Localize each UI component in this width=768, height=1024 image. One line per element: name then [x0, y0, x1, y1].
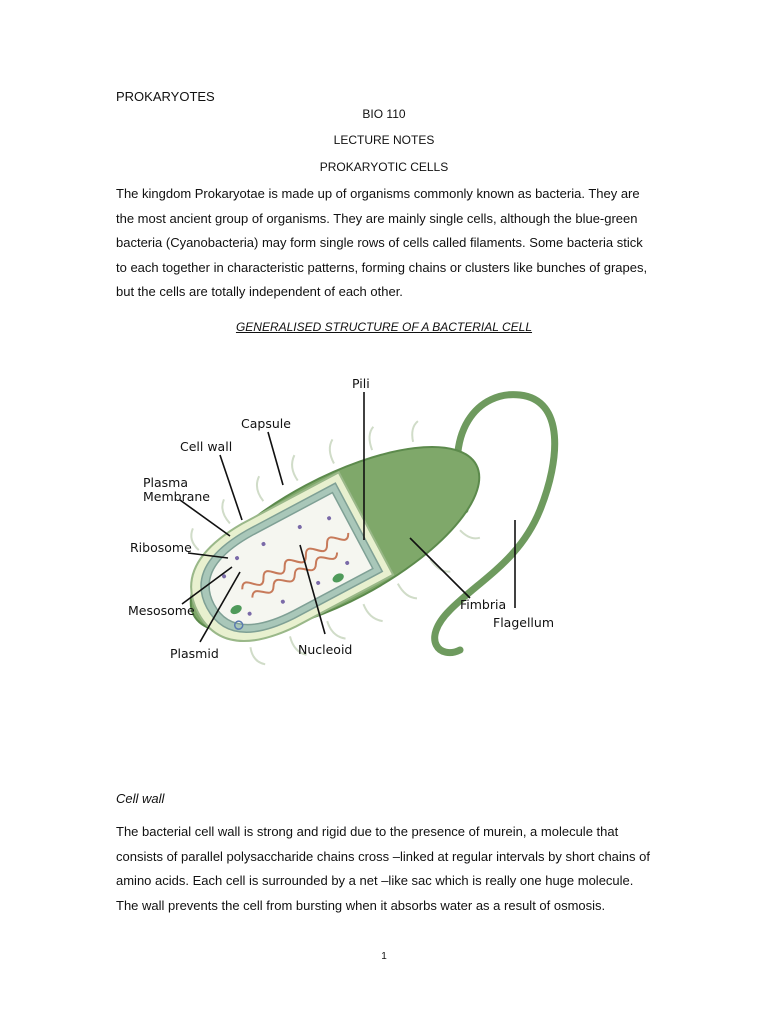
topic-title: PROKARYOTIC CELLS: [319, 160, 449, 174]
notes-title: LECTURE NOTES: [333, 133, 435, 147]
label-pili: Pili: [352, 376, 370, 391]
label-plasma-line2: Membrane: [143, 489, 210, 504]
section-label: PROKARYOTES: [116, 89, 215, 104]
course-code: BIO 110: [362, 107, 406, 121]
label-cell-wall: Cell wall: [180, 439, 233, 454]
label-plasmid: Plasmid: [170, 646, 219, 661]
label-nucleoid: Nucleoid: [298, 642, 353, 657]
label-flagellum: Flagellum: [493, 615, 554, 630]
label-fimbria: Fimbria: [460, 597, 507, 612]
label-capsule: Capsule: [241, 416, 291, 431]
label-ribosome: Ribosome: [130, 540, 192, 555]
label-mesosome: Mesosome: [128, 603, 195, 618]
cell-wall-paragraph: The bacterial cell wall is strong and rigid due to the presence of murein, a molecule that consists of parallel polysaccharide chains cross –linked at regular intervals by short chains of amino acids. Each cell is surrounded by a net –like sac which is really one huge molecule. The wall prevents the cell from bursting when it absorbs water as a result of osmosis.: [116, 824, 650, 913]
page-number: 1: [381, 951, 387, 962]
bacterial-cell-diagram: [120, 370, 570, 670]
label-plasma-line1: Plasma: [143, 475, 189, 490]
figure-title: GENERALISED STRUCTURE OF A BACTERIAL CELL: [235, 320, 533, 334]
cell-wall-heading: Cell wall: [116, 791, 165, 806]
intro-paragraph: The kingdom Prokaryotae is made up of organisms commonly known as bacteria. They are the most ancient group of organisms. They are mainly single cells, although the blue-green bacteria (Cyanobacteria) may form single rows of cells called filaments. Some bacteria stick to each together in characteristic patterns, forming chains or clusters like bunches of grapes, but the cells are totally independent of each other.: [116, 186, 648, 300]
